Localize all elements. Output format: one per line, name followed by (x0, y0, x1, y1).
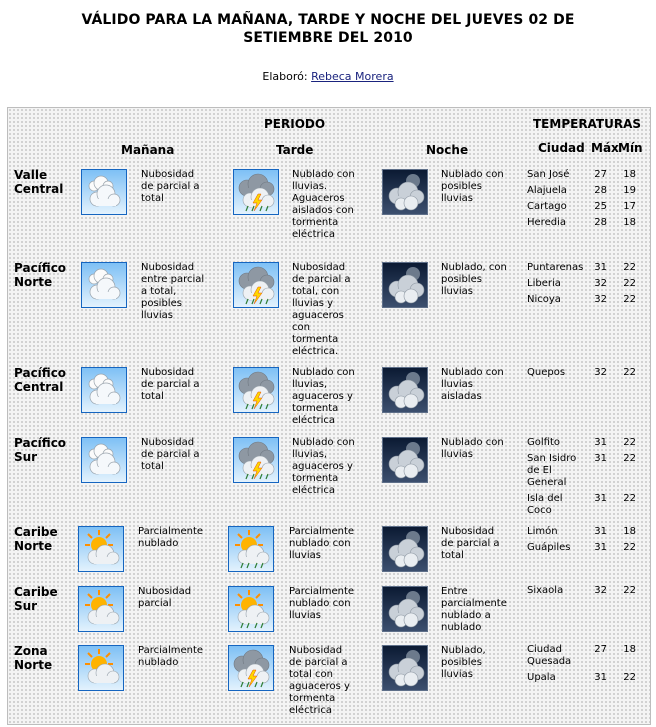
region-name: Zona Norte (14, 644, 53, 672)
city-name: San José (527, 169, 570, 180)
city-max-temp: 32 (594, 367, 607, 378)
city-min-temp: 22 (623, 262, 636, 273)
forecast-text-noche: Nubosidad de parcial a total (441, 526, 500, 561)
region-name: Valle Central (14, 168, 64, 196)
city-name: Nicoya (527, 294, 561, 305)
author-label: Elaboró: (262, 70, 308, 83)
forecast-text-tarde: Nublado con lluvias, aguaceros y tormenta eléctrica (292, 437, 355, 496)
sun-cloud-icon (78, 645, 124, 691)
city-min-temp: 22 (623, 294, 636, 305)
partly-cloudy-icon (81, 367, 127, 413)
city-max-temp: 31 (594, 453, 607, 464)
city-max-temp: 28 (594, 217, 607, 228)
forecast-text-noche: Nublado con posibles lluvias (441, 169, 504, 204)
city-name: Limón (527, 526, 558, 537)
city-min-temp: 18 (623, 169, 636, 180)
forecast-text-noche: Nublado con lluvias (441, 437, 504, 460)
col-header-noche: Noche (426, 143, 469, 157)
city-max-temp: 31 (594, 437, 607, 448)
forecast-text-tarde: Nublado con lluvias. Aguaceros aislados con tormenta eléctrica (292, 169, 355, 240)
city-max-temp: 31 (594, 262, 607, 273)
cloudy-night-icon (382, 262, 428, 308)
forecast-text-manana: Parcialmente nublado (138, 645, 204, 668)
city-max-temp: 31 (594, 672, 607, 683)
city-min-temp: 22 (623, 278, 636, 289)
storm-icon (228, 645, 274, 691)
author-credit (0, 70, 656, 83)
city-min-temp: 19 (623, 185, 636, 196)
col-header-min: Mín (618, 141, 643, 155)
city-name: Cartago (527, 201, 567, 212)
forecast-text-manana: Parcialmente nublado (138, 526, 204, 549)
city-max-temp: 31 (594, 493, 607, 504)
forecast-text-tarde: Nublado con lluvias, aguaceros y tormenta eléctrica (292, 367, 355, 426)
city-max-temp: 31 (594, 526, 607, 537)
forecast-text-tarde: Nubosidad de parcial a total, con lluvias y aguaceros con tormenta eléctrica. (292, 262, 351, 357)
city-name: Liberia (527, 278, 561, 289)
region-name: Pacífico Central (14, 366, 67, 394)
sun-cloud-icon (78, 586, 124, 632)
city-min-temp: 22 (623, 672, 636, 683)
city-name: Alajuela (527, 185, 567, 196)
city-name: Quepos (527, 367, 566, 378)
region-name: Pacífico Sur (14, 436, 67, 464)
page-title: VÁLIDO PARA LA MAÑANA, TARDE Y NOCHE DEL JUEVES 02 DE SETIEMBRE DEL 2010 (81, 12, 575, 46)
forecast-text-manana: Nubosidad de parcial a total (141, 169, 200, 204)
cloudy-night-icon (382, 526, 428, 572)
col-header-max: Máx (591, 141, 619, 155)
city-min-temp: 22 (623, 542, 636, 553)
region-name: Pacífico Norte (14, 261, 67, 289)
col-header-manana: Mañana (121, 143, 175, 157)
sun-cloud-icon (78, 526, 124, 572)
forecast-text-manana: Nubosidad entre parcial a total, posibles lluvias (141, 262, 205, 321)
city-max-temp: 25 (594, 201, 607, 212)
forecast-text-manana: Nubosidad parcial (138, 586, 192, 609)
storm-icon (233, 367, 279, 413)
cloudy-night-icon (382, 437, 428, 483)
city-max-temp: 32 (594, 585, 607, 596)
city-min-temp: 18 (623, 644, 636, 655)
temperaturas-header: TEMPERATURAS (533, 117, 642, 131)
city-max-temp: 31 (594, 542, 607, 553)
storm-icon (233, 437, 279, 483)
city-min-temp: 22 (623, 453, 636, 464)
forecast-table (7, 107, 651, 725)
sun-cloud-rain-icon (228, 526, 274, 572)
city-max-temp: 32 (594, 278, 607, 289)
city-min-temp: 18 (623, 217, 636, 228)
partly-cloudy-icon (81, 437, 127, 483)
city-name: Puntarenas (527, 262, 584, 273)
forecast-text-noche: Nublado con lluvias aisladas (441, 367, 504, 402)
city-name: Ciudad Quesada (527, 644, 572, 667)
partly-cloudy-icon (81, 262, 127, 308)
partly-cloudy-icon (81, 169, 127, 215)
forecast-text-tarde: Parcialmente nublado con lluvias (289, 526, 355, 561)
city-min-temp: 22 (623, 493, 636, 504)
city-max-temp: 32 (594, 294, 607, 305)
city-name: Heredia (527, 217, 566, 228)
sun-cloud-rain-icon (228, 586, 274, 632)
periodo-header: PERIODO (264, 117, 326, 131)
forecast-text-noche: Entre parcialmente nublado a nublado (441, 586, 507, 633)
city-min-temp: 22 (623, 437, 636, 448)
storm-icon (233, 169, 279, 215)
city-max-temp: 27 (594, 169, 607, 180)
forecast-text-manana: Nubosidad de parcial a total (141, 367, 200, 402)
city-name: Golfito (527, 437, 560, 448)
forecast-text-tarde: Nubosidad de parcial a total con aguaceros y tormenta eléctrica (289, 645, 350, 716)
city-name: Upala (527, 672, 556, 683)
cloudy-night-icon (382, 367, 428, 413)
forecast-text-tarde: Parcialmente nublado con lluvias (289, 586, 355, 621)
storm-icon (233, 262, 279, 308)
city-max-temp: 28 (594, 185, 607, 196)
cloudy-night-icon (382, 645, 428, 691)
city-min-temp: 17 (623, 201, 636, 212)
region-name: Caribe Sur (14, 585, 58, 613)
city-min-temp: 22 (623, 585, 636, 596)
city-min-temp: 22 (623, 367, 636, 378)
author-link[interactable]: Rebeca Morera (311, 70, 394, 83)
cloudy-night-icon (382, 169, 428, 215)
city-min-temp: 18 (623, 526, 636, 537)
city-max-temp: 27 (594, 644, 607, 655)
city-name: Sixaola (527, 585, 564, 596)
city-name: Isla del Coco (527, 493, 563, 516)
col-header-tarde: Tarde (276, 143, 314, 157)
region-name: Caribe Norte (14, 525, 58, 553)
city-name: San Isidro de El General (527, 453, 577, 488)
forecast-text-manana: Nubosidad de parcial a total (141, 437, 200, 472)
forecast-text-noche: Nublado, posibles lluvias (441, 645, 486, 680)
city-name: Guápiles (527, 542, 571, 553)
col-header-ciudad: Ciudad (538, 141, 585, 155)
forecast-text-noche: Nublado, con posibles lluvias (441, 262, 507, 297)
cloudy-night-icon (382, 586, 428, 632)
